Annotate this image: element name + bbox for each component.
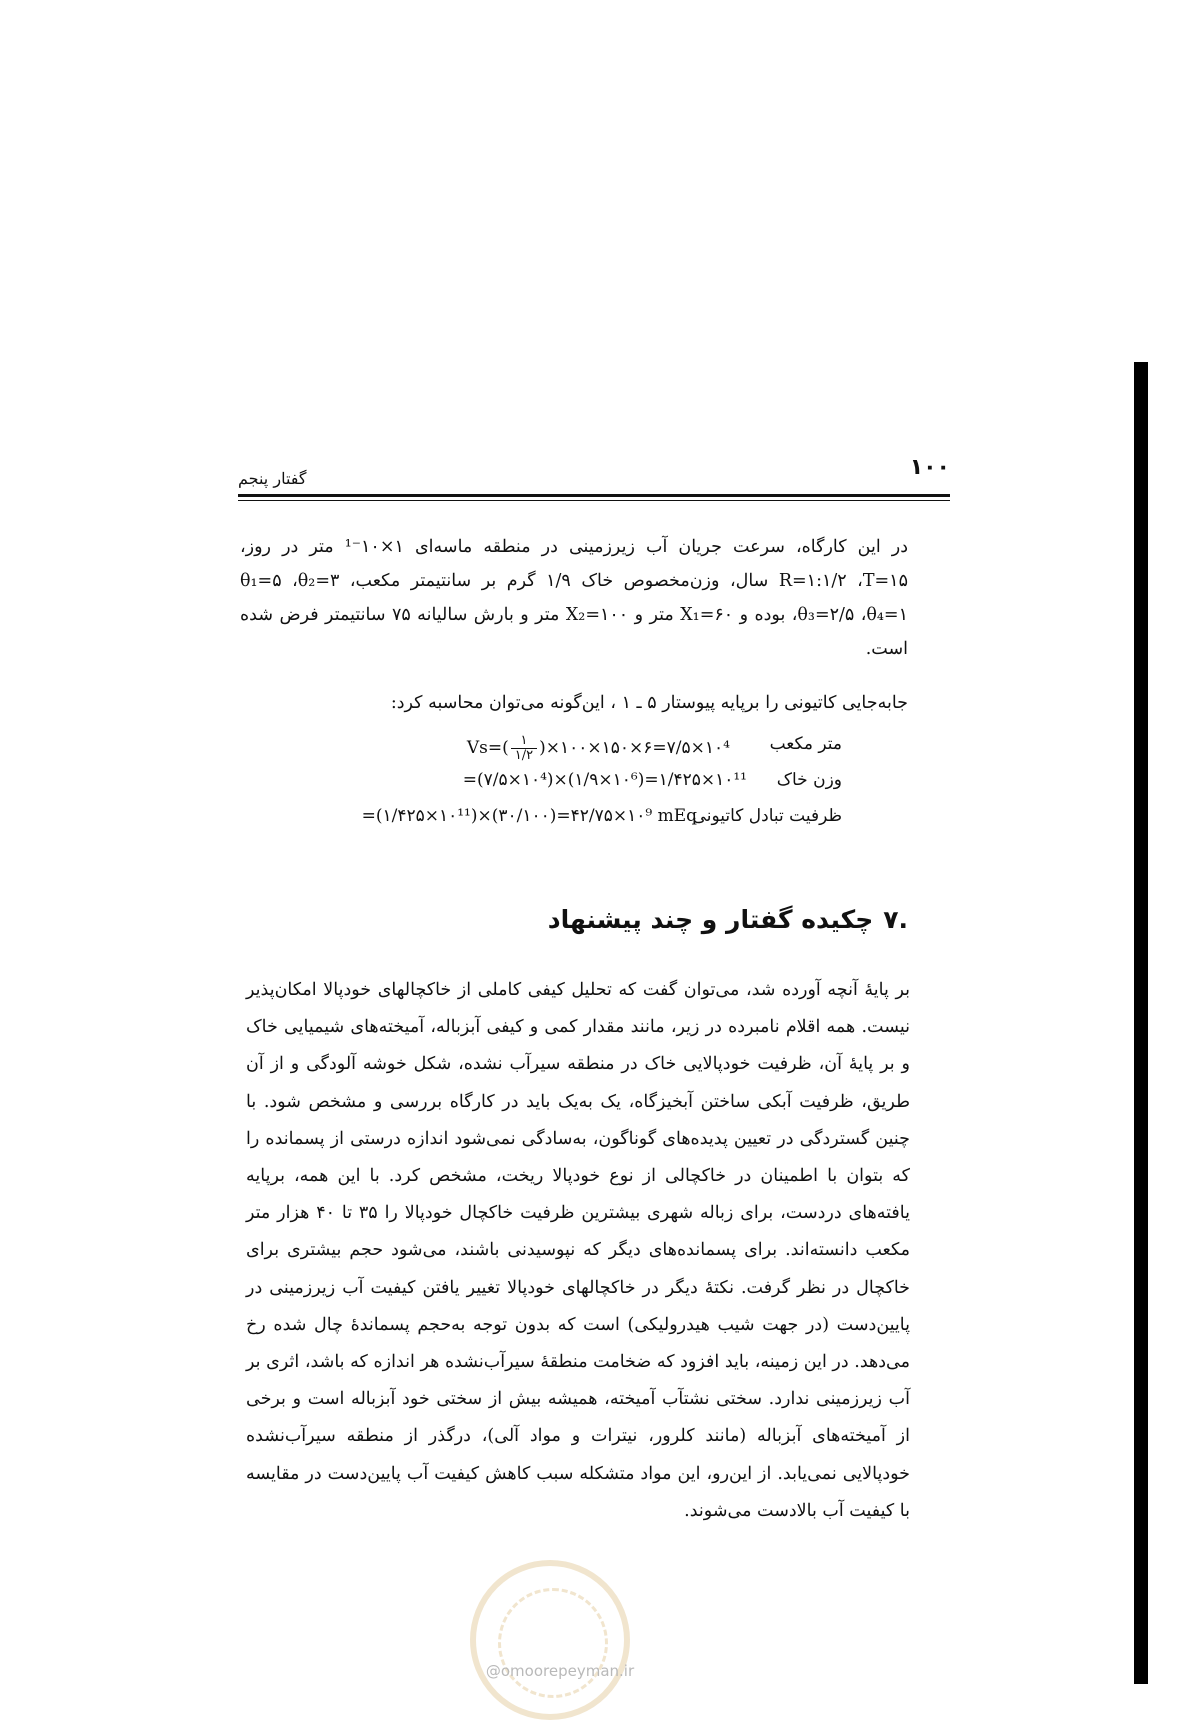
formula-volume <box>240 728 842 764</box>
watermark-seal-icon <box>470 1560 630 1720</box>
formula-label: وزن خاک <box>776 770 842 790</box>
formula-cation-exchange <box>240 800 842 836</box>
header-rule-thick <box>238 494 950 497</box>
formula-expression: =(۱/۴۲۵×۱۰¹¹)×(۳۰/۱۰۰)=۴۲/۷۵×۱۰⁹ mEq <box>361 806 697 826</box>
section-number: .۷ <box>883 905 908 934</box>
section-heading <box>480 905 908 934</box>
formula-rhs: )×۱۰۰×۱۵۰×۶=۷/۵×۱۰⁴ <box>539 738 730 758</box>
page-edge-bar <box>1134 362 1148 1684</box>
watermark-site-text: @omoorepeyman.ir <box>485 1662 635 1680</box>
formula-lhs: Vs=( <box>466 738 509 758</box>
header-rule-thin <box>238 500 950 501</box>
paragraph-summary: بر پایهٔ آنچه آورده شد، می‌توان گفت که تحلیل کیفی کاملی از خاکچالهای خودپالا امکان‌پذیر نیست. همه اقلام نامبرده در زیر، مانند مقدار کمی و کیفی آبزباله، آمیخته‌های شیمیایی خاک و بر پایهٔ آن، ظرفیت خودپالایی خاک در منطقه سیرآب نشده، شکل خوشه آلودگی و از آن طریق، ظرفیت آبکی ساختن آبخیزگاه، یک به‌یک باید در کارگاه بررسی و مشخص شود. با چنین گستردگی در تعیین پدیده‌های گوناگون، به‌سادگی نمی‌شود اندازه درستی از پسمانده را که بتوان با اطمینان در خاکچالی از نوع خودپالا ریخت، مشخص کرد. با این همه، برپایه یافته‌های دردست، برای زباله شهری بیشترین ظرفیت خاکچال خودپالا را ۳۵ تا ۴۰ هزار متر مکعب دانسته‌اند. برای پسمانده‌های دیگر که نپوسیدنی باشند، می‌شود حجم بیشتری برای خاکچال در نظر گرفت. نکتهٔ دیگر در خاکچالهای خودپالا تغییر یافتن کیفیت آب زیرزمینی در پایین‌دست (در جهت شیب هیدرولیکی) است که بدون توجه به‌حجم پسماندهٔ چال شده رخ می‌دهد. در این زمینه، باید افزود که ضخامت منطقهٔ سیرآب‌نشده هر اندازه که باشد، اثری بر آب زیرزمینی ندارد. سختی نشتآب آمیخته، همیشه بیش از سختی خود آبزباله است و برخی از آمیخته‌های آبزباله (مانند کلرور، نیترات و مواد آلی)، درگذر از منطقه سیرآب‌نشده خودپالایی نمی‌یابد. از این‌رو، این مواد متشکله سبب کاهش کیفیت آب پایین‌دست در مقایسه با کیفیت آب بالادست می‌شوند. <box>246 980 911 1521</box>
section-title: چکیده گفتار و چند پیشنهاد <box>547 905 874 934</box>
formula-expression: =(۷/۵×۱۰⁴)×(۱/۹×۱۰⁶)=۱/۴۲۵×۱۰¹¹ <box>462 770 747 790</box>
running-title: گفتار پنجم <box>238 469 307 488</box>
page-header <box>238 455 950 495</box>
formula-soil-weight <box>240 764 842 800</box>
formula-fraction: $\frac{۱}{۱/۲}$ <box>511 734 537 763</box>
formula-label: ظرفیت تبادل کاتیونی <box>692 806 842 826</box>
page-number: ۱۰۰ <box>909 455 950 480</box>
formula-label: متر مکعب <box>769 734 842 754</box>
paragraph-formula-intro: جابه‌جایی کاتیونی را برپایه پیوستار ۵ ـ ۱ ، این‌گونه می‌توان محاسبه کرد: <box>390 693 908 713</box>
paragraph-parameters: در این کارگاه، سرعت جریان آب زیرزمینی در منطقه ماسه‌ای ۱×۱۰⁻¹ متر در روز، R=۱:۱/۲ ،T=۱۵ سال، وزن‌مخصوص خاک ۱/۹ گرم بر سانتیمتر مکعب، θ₁=۵ ،θ₂=۳ ،θ₃=۲/۵ ،θ₄=۱ بوده و X₁=۶۰ متر و X₂=۱۰۰ متر و بارش سالیانه ۷۵ سانتیمتر فرض شده است. <box>240 537 908 659</box>
formula-block <box>240 728 842 836</box>
